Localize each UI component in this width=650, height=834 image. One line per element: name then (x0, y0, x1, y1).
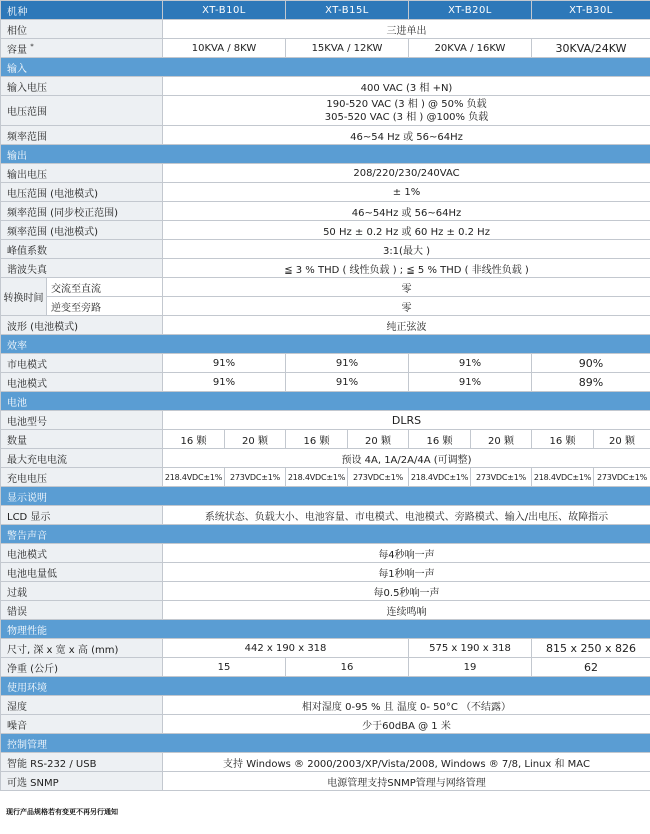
eff-ac-b10l: 91% (163, 354, 286, 373)
section-output-title: 输出 (1, 145, 650, 164)
output-crest-label: 峰值系数 (1, 240, 163, 259)
charge-voltage-cell: 273VDC±1% (471, 468, 532, 487)
section-input-title: 输入 (1, 58, 650, 77)
battery-type-value: DLRS (163, 411, 650, 430)
eff-ac-row (1, 354, 650, 373)
alarm-overload-label: 过载 (1, 582, 163, 601)
transfer-ac-label: 交流至直流 (47, 278, 163, 297)
model-header-row (1, 1, 650, 20)
output-freq-sync-value: 46~54Hz 或 56~64Hz (163, 202, 650, 221)
charge-current-value: 预设 4A, 1A/2A/4A (可调整) (163, 449, 650, 468)
eff-ac-b15l: 91% (286, 354, 409, 373)
charge-voltage-row (1, 468, 650, 487)
footnote: 现行产品规格若有变更不再另行通知 (6, 808, 118, 816)
weight-b20l: 19 (409, 658, 532, 677)
output-thd-row (1, 259, 650, 278)
output-voltage-row (1, 164, 650, 183)
phase-value: 三进单出 (163, 20, 650, 39)
alarm-low-batt-label: 电池电量低 (1, 563, 163, 582)
section-physical-title: 物理性能 (1, 620, 650, 639)
input-voltage-label: 输入电压 (1, 77, 163, 96)
model-header-label: 机种 (1, 1, 163, 20)
transfer-ac-row (1, 278, 650, 297)
dimension-label: 尺寸, 深 x 宽 x 高 (mm) (1, 639, 163, 658)
section-physical (1, 620, 650, 639)
model-xt-b30l: XT-B30L (532, 1, 650, 20)
alarm-batt-mode-label: 电池模式 (1, 544, 163, 563)
dimension-b30l: 815 x 250 x 826 (532, 639, 650, 658)
battery-count-cell: 20 颗 (471, 430, 532, 449)
battery-count-cell: 20 颗 (225, 430, 286, 449)
section-management (1, 734, 650, 753)
capacity-footnote-mark: * (30, 42, 34, 51)
output-voltage-label: 输出电压 (1, 164, 163, 183)
output-waveform-value: 纯正弦波 (163, 316, 650, 335)
output-thd-value: ≦ 3 % THD ( 线性负载 ) ; ≦ 5 % THD ( 非线性负载 ) (163, 259, 650, 278)
eff-batt-b15l: 91% (286, 373, 409, 392)
battery-count-row (1, 430, 650, 449)
eff-batt-b20l: 91% (409, 373, 532, 392)
alarm-fault-value: 连续鸣响 (163, 601, 650, 620)
lcd-row (1, 506, 650, 525)
dimension-row (1, 639, 650, 658)
alarm-fault-label: 错误 (1, 601, 163, 620)
transfer-inv-row (1, 297, 650, 316)
noise-value: 少于60dBA @ 1 米 (163, 715, 650, 734)
transfer-time-label: 转换时间 (1, 278, 47, 316)
noise-label: 噪音 (1, 715, 163, 734)
alarm-low-batt-value: 每1秒响一声 (163, 563, 650, 582)
eff-ac-label: 市电模式 (1, 354, 163, 373)
battery-type-label: 电池型号 (1, 411, 163, 430)
smart-row (1, 753, 650, 772)
section-input (1, 58, 650, 77)
output-waveform-row (1, 316, 650, 335)
phase-row (1, 20, 650, 39)
snmp-label: 可选 SNMP (1, 772, 163, 791)
capacity-b20l: 20KVA / 16KW (409, 39, 532, 58)
weight-row (1, 658, 650, 677)
section-output (1, 145, 650, 164)
humidity-row (1, 696, 650, 715)
alarm-low-batt-row (1, 563, 650, 582)
alarm-fault-row (1, 601, 650, 620)
charge-current-row (1, 449, 650, 468)
capacity-label-cell (1, 39, 163, 58)
section-alarm-title: 警告声音 (1, 525, 650, 544)
eff-ac-b30l: 90% (532, 354, 650, 373)
charge-voltage-cell: 218.4VDC±1% (409, 468, 471, 487)
section-management-title: 控制管理 (1, 734, 650, 753)
capacity-b15l: 15KVA / 12KW (286, 39, 409, 58)
smart-label: 智能 RS-232 / USB (1, 753, 163, 772)
charge-voltage-cell: 218.4VDC±1% (163, 468, 225, 487)
battery-count-cell: 20 颗 (594, 430, 650, 449)
section-battery (1, 392, 650, 411)
weight-b15l: 16 (286, 658, 409, 677)
input-range-line1: 190-520 VAC (3 相 ) @ 50% 负载 (326, 98, 487, 110)
output-crest-value: 3:1(最大 ) (163, 240, 650, 259)
humidity-label: 湿度 (1, 696, 163, 715)
lcd-label: LCD 显示 (1, 506, 163, 525)
capacity-label: 容量 (7, 44, 27, 56)
output-waveform-label: 波形 (电池模式) (1, 316, 163, 335)
dimension-b20l: 575 x 190 x 318 (409, 639, 532, 658)
output-thd-label: 谐波失真 (1, 259, 163, 278)
output-range-batt-label: 电压范围 (电池模式) (1, 183, 163, 202)
battery-count-cell: 16 颗 (163, 430, 225, 449)
section-battery-title: 电池 (1, 392, 650, 411)
section-display-title: 显示说明 (1, 487, 650, 506)
phase-label: 相位 (1, 20, 163, 39)
output-voltage-value: 208/220/230/240VAC (163, 164, 650, 183)
capacity-b30l: 30KVA/24KW (532, 39, 650, 58)
transfer-inv-label: 逆变至旁路 (47, 297, 163, 316)
section-efficiency-title: 效率 (1, 335, 650, 354)
input-range-label: 电压范围 (1, 96, 163, 126)
alarm-batt-mode-row (1, 544, 650, 563)
eff-batt-label: 电池模式 (1, 373, 163, 392)
section-alarm (1, 525, 650, 544)
humidity-value: 相对湿度 0-95 % 且 温度 0- 50°C （不结露） (163, 696, 650, 715)
input-range-row (1, 96, 650, 126)
alarm-overload-row (1, 582, 650, 601)
battery-count-cell: 16 颗 (409, 430, 471, 449)
charge-voltage-label: 充电电压 (1, 468, 163, 487)
section-efficiency (1, 335, 650, 354)
snmp-value: 电源管理支持SNMP管理与网络管理 (163, 772, 650, 791)
transfer-inv-value: 零 (163, 297, 650, 316)
smart-value: 支持 Windows ® 2000/2003/XP/Vista/2008, Windows ® 7/8, Linux 和 MAC (163, 753, 650, 772)
snmp-row (1, 772, 650, 791)
battery-type-row (1, 411, 650, 430)
input-freq-row (1, 126, 650, 145)
output-freq-batt-label: 频率范围 (电池模式) (1, 221, 163, 240)
model-xt-b10l: XT-B10L (163, 1, 286, 20)
charge-voltage-cell: 273VDC±1% (594, 468, 650, 487)
charge-voltage-cell: 273VDC±1% (348, 468, 409, 487)
model-xt-b20l: XT-B20L (409, 1, 532, 20)
charge-voltage-cell: 218.4VDC±1% (286, 468, 348, 487)
battery-count-label: 数量 (1, 430, 163, 449)
weight-b30l: 62 (532, 658, 650, 677)
noise-row (1, 715, 650, 734)
battery-count-cell: 16 颗 (286, 430, 348, 449)
eff-batt-b30l: 89% (532, 373, 650, 392)
section-environment (1, 677, 650, 696)
input-voltage-row (1, 77, 650, 96)
lcd-value: 系统状态、负载大小、电池容量、市电模式、电池模式、旁路模式、输入/出电压、故障指示 (163, 506, 650, 525)
capacity-b10l: 10KVA / 8KW (163, 39, 286, 58)
output-freq-batt-row (1, 221, 650, 240)
weight-label: 净重 (公斤) (1, 658, 163, 677)
battery-count-cell: 16 颗 (532, 430, 594, 449)
model-xt-b15l: XT-B15L (286, 1, 409, 20)
output-freq-sync-row (1, 202, 650, 221)
output-range-batt-value: ± 1% (163, 183, 650, 202)
eff-batt-row (1, 373, 650, 392)
output-range-batt-row (1, 183, 650, 202)
capacity-row (1, 39, 650, 58)
weight-b10l: 15 (163, 658, 286, 677)
section-display (1, 487, 650, 506)
alarm-overload-value: 每0.5秒响一声 (163, 582, 650, 601)
transfer-ac-value: 零 (163, 278, 650, 297)
input-freq-value: 46~54 Hz 或 56~64Hz (163, 126, 650, 145)
eff-ac-b20l: 91% (409, 354, 532, 373)
alarm-batt-mode-value: 每4秒响一声 (163, 544, 650, 563)
output-freq-batt-value: 50 Hz ± 0.2 Hz 或 60 Hz ± 0.2 Hz (163, 221, 650, 240)
input-voltage-value: 400 VAC (3 相 +N) (163, 77, 650, 96)
output-freq-sync-label: 频率范围 (同步校正范围) (1, 202, 163, 221)
input-range-line2: 305-520 VAC (3 相 ) @100% 负载 (324, 111, 489, 123)
dimension-b10l-b15l: 442 x 190 x 318 (163, 639, 409, 658)
output-crest-row (1, 240, 650, 259)
charge-current-label: 最大充电电流 (1, 449, 163, 468)
charge-voltage-cell: 218.4VDC±1% (532, 468, 594, 487)
section-environment-title: 使用环境 (1, 677, 650, 696)
battery-count-cell: 20 颗 (348, 430, 409, 449)
input-range-value (163, 96, 650, 126)
eff-batt-b10l: 91% (163, 373, 286, 392)
charge-voltage-cell: 273VDC±1% (225, 468, 286, 487)
input-freq-label: 频率范围 (1, 126, 163, 145)
